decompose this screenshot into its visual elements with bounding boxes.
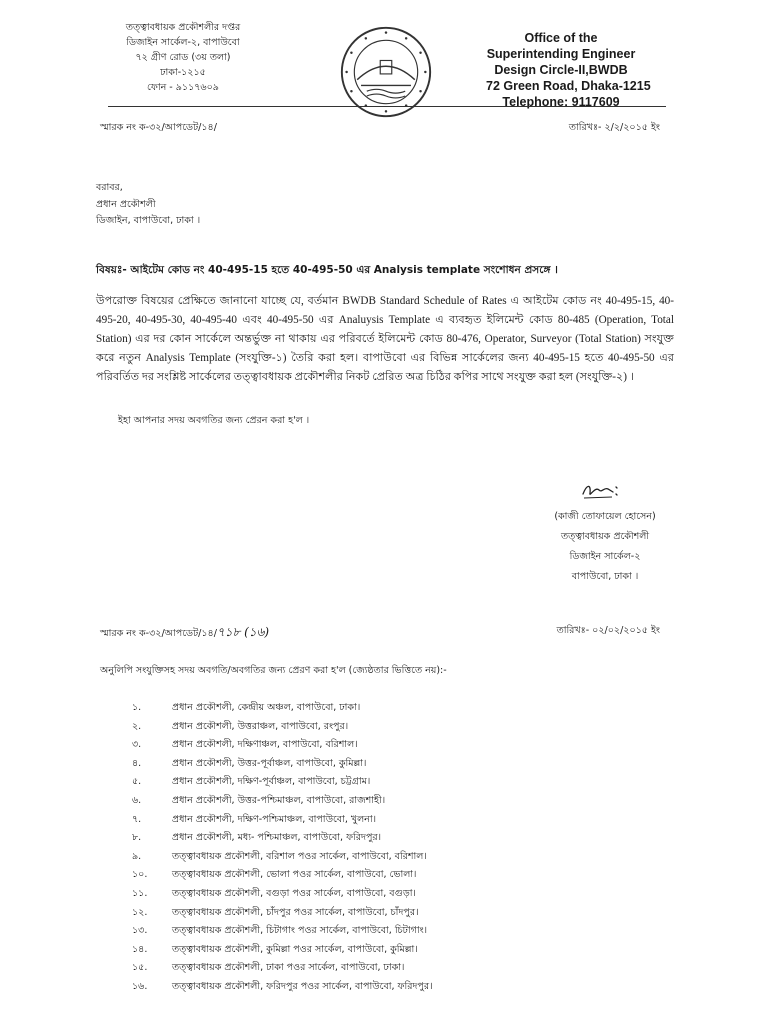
- signatory-designation: তত্ত্বাবধায়ক প্রকৌশলী: [560, 531, 650, 542]
- list-item-text: তত্ত্বাবধায়ক প্রকৌশলী, চিটাগাং পওর সার্কেল, বাপাউবো, চিটাগাং।: [172, 925, 428, 937]
- body-paragraph: উপরোক্ত বিষয়ের প্রেক্ষিতে জানানো যাচ্ছে যে, বর্তমান BWDB Standard Schedule of Rates এ আইটেম কোড নং 40-495-15, 40-495-20, 40-495-30, 40-495-40 এবং 40-495-50 এর Analuysis Template এ ব্যবহৃত ইলিমেন্ট কোড 80-485 (Operation, Total Station) এর দর কোন সার্কেলে অন্তর্ভুক্ত না থাকায় এর পরিবর্তে ইলিমেন্ট কোড 80-476, Operator, Surveyor (Total Station) সংযুক্ত করে নতুন Analysis Template (সংযুক্তি-১) তৈরি করা হল। বাপাউবো এর বিভিন্ন সার্কেলের জন্য 40-495-15 হতে 40-495-50 এর পরিবর্তিত দর সংশ্লিষ্ট সার্কেলের তত্ত্বাবধায়ক প্রকৌশলীর নিকট প্রেরিত অত্র চিঠির কপির সাথে সংযুক্ত করা হল (সংযুক্তি-২) ।: [96, 295, 674, 383]
- list-item-number: ৬.: [132, 794, 142, 806]
- list-item: [96, 792, 433, 811]
- signatory-office: ডিজাইন সার্কেল-২: [569, 551, 641, 562]
- list-item-number: ৭.: [132, 813, 142, 825]
- list-item-text: প্রধান প্রকৌশলী, মধ্য- পশ্চিমাঞ্চল, বাপাউবো, ফরিদপুর।: [172, 832, 382, 844]
- list-item-number: ৫.: [132, 776, 142, 788]
- copy-intro: অনুলিপি সংযুক্তিসহ সদয় অবগতি/অবগতির জন্য প্রেরণ করা হ'ল (জ্যেষ্ঠতার ভিত্তিতে নয়):-: [100, 665, 447, 676]
- list-item: [96, 922, 433, 941]
- list-item-number: ১২.: [132, 906, 148, 918]
- letterhead-bangla: [108, 20, 258, 95]
- letterhead-english-line: Telephone: 9117609: [502, 95, 620, 109]
- list-item: [96, 755, 433, 774]
- list-item: [96, 718, 433, 737]
- list-item-text: প্রধান প্রকৌশলী, উত্তর-পশ্চিমাঞ্চল, বাপাউবো, রাজশাহী।: [172, 794, 386, 806]
- addressee-line: প্রধান প্রকৌশলী: [96, 198, 156, 210]
- list-item: [96, 848, 433, 867]
- letterhead-english-line: Superintending Engineer: [486, 47, 636, 61]
- letterhead-bangla-line: ফোন - ৯১১৭৬০৯: [147, 82, 219, 93]
- list-item-text: তত্ত্বাবধায়ক প্রকৌশলী, চাঁদপুর পওর সার্কেল, বাপাউবো, চাঁদপুর।: [172, 906, 419, 918]
- letterhead-divider: [108, 106, 666, 107]
- list-item-text: প্রধান প্রকৌশলী, দক্ষিণাঞ্চল, বাপাউবো, বরিশাল।: [172, 739, 358, 751]
- list-item: [96, 736, 433, 755]
- list-item-number: ৮.: [132, 832, 142, 844]
- signature-icon: [580, 480, 630, 502]
- list-item-number: ৪.: [132, 757, 142, 769]
- letterhead-english-line: 72 Green Road, Dhaka-1215: [486, 79, 651, 93]
- list-item-text: তত্ত্বাবধায়ক প্রকৌশলী, ফরিদপুর পওর সার্কেল, বাপাউবো, ফরিদপুর।: [172, 980, 433, 992]
- memo2-number: [100, 624, 269, 644]
- memo2-handwritten-number: ৭১৮ (১৬): [216, 625, 270, 639]
- letterhead-english-line: Office of the: [524, 31, 598, 45]
- list-item-text: প্রধান প্রকৌশলী, উত্তরাঞ্চল, বাপাউবো, রংপুর।: [172, 720, 349, 732]
- addressee-line: বরাবর,: [96, 182, 123, 193]
- list-item-text: প্রধান প্রকৌশলী, দক্ষিণ-পূর্বাঞ্চল, বাপাউবো, চট্টগ্রাম।: [172, 776, 371, 788]
- copy-list: [96, 699, 433, 997]
- list-item-number: ১০.: [132, 869, 148, 881]
- subject-line: বিষয়ঃ- আইটেম কোড নং 40-495-15 হতে 40-495-50 এর Analysis template সংশোধন প্রসঙ্গে ।: [96, 264, 558, 276]
- list-item: [96, 866, 433, 885]
- list-item-number: ৩.: [132, 739, 142, 751]
- memo2-date: তারিখঃ- ০২/০২/২০১৫ ইং: [556, 625, 660, 636]
- list-item-text: প্রধান প্রকৌশলী, উত্তর-পূর্বাঞ্চল, বাপাউবো, কুমিল্লা।: [172, 757, 367, 769]
- signatory-name: (কাজী তোফায়েল হোসেন): [554, 511, 656, 522]
- memo-number: স্মারক নং ক-৩২/আপডেট/১৪/: [100, 122, 217, 133]
- list-item-text: তত্ত্বাবধায়ক প্রকৌশলী, বগুড়া পওর সার্কেল, বাপাউবো, বগুড়া।: [172, 887, 416, 899]
- list-item-text: তত্ত্বাবধায়ক প্রকৌশলী, ভোলা পওর সার্কেল, বাপাউবো, ভোলা।: [172, 869, 417, 881]
- list-item-number: ২.: [132, 720, 142, 732]
- letterhead-bangla-line: ঢাকা-১২১৫: [160, 67, 206, 78]
- list-item-number: ১৩.: [132, 925, 148, 937]
- list-item-text: তত্ত্বাবধায়ক প্রকৌশলী, কুমিল্লা পওর সার্কেল, বাপাউবো, কুমিল্লা।: [172, 943, 418, 955]
- list-item-text: তত্ত্বাবধায়ক প্রকৌশলী, বরিশাল পওর সার্কেল, বাপাউবো, বরিশাল।: [172, 850, 427, 862]
- list-item-text: তত্ত্বাবধায়ক প্রকৌশলী, ঢাকা পওর সার্কেল, বাপাউবো, ঢাকা।: [172, 962, 405, 974]
- list-item-number: ১৬.: [132, 980, 148, 992]
- list-item-number: ১৪.: [132, 943, 148, 955]
- memo2-number-printed: স্মারক নং ক-৩২/আপডেট/১৪/: [100, 628, 217, 639]
- addressee-block: [96, 180, 200, 230]
- list-item: [96, 773, 433, 792]
- signatory-block: [530, 507, 680, 587]
- list-item: [96, 959, 433, 978]
- letterhead-bangla-line: ডিজাইন সার্কেল-২, বাপাউবো: [126, 37, 240, 48]
- list-item-text: প্রধান প্রকৌশলী, দক্ষিণ-পশ্চিমাঞ্চল, বাপাউবো, খুলনা।: [172, 813, 377, 825]
- letterhead-bangla-line: ৭২ গ্রীণ রোড (৩য় তলা): [135, 52, 231, 63]
- list-item: [96, 699, 433, 718]
- memo-date: তারিখঃ- ২/২/২০১৫ ইং: [568, 122, 660, 133]
- closing-line: ইহা আপনার সদয় অবগতির জন্য প্রেরন করা হ'ল ।: [118, 415, 310, 426]
- list-item-text: প্রধান প্রকৌশলী, কেন্দ্রীয় অঞ্চল, বাপাউবো, ঢাকা।: [172, 702, 361, 713]
- letterhead-bangla-line: তত্ত্বাবধায়ক প্রকৌশলীর দপ্তর: [125, 22, 241, 33]
- list-item-number: ১৫.: [132, 962, 148, 974]
- list-item-number: ৯.: [132, 850, 142, 862]
- list-item: [96, 885, 433, 904]
- list-item: [96, 829, 433, 848]
- letterhead-english: [486, 30, 651, 110]
- list-item: [96, 941, 433, 960]
- list-item-number: ১.: [132, 702, 142, 713]
- list-item: [96, 904, 433, 923]
- letterhead-english-line: Design Circle-II,BWDB: [494, 63, 628, 77]
- addressee-line: ডিজাইন, বাপাউবো, ঢাকা ।: [96, 215, 201, 226]
- signatory-place: বাপাউবো, ঢাকা ।: [571, 571, 639, 582]
- list-item: [96, 811, 433, 830]
- list-item: [96, 978, 433, 997]
- list-item-number: ১১.: [132, 887, 148, 899]
